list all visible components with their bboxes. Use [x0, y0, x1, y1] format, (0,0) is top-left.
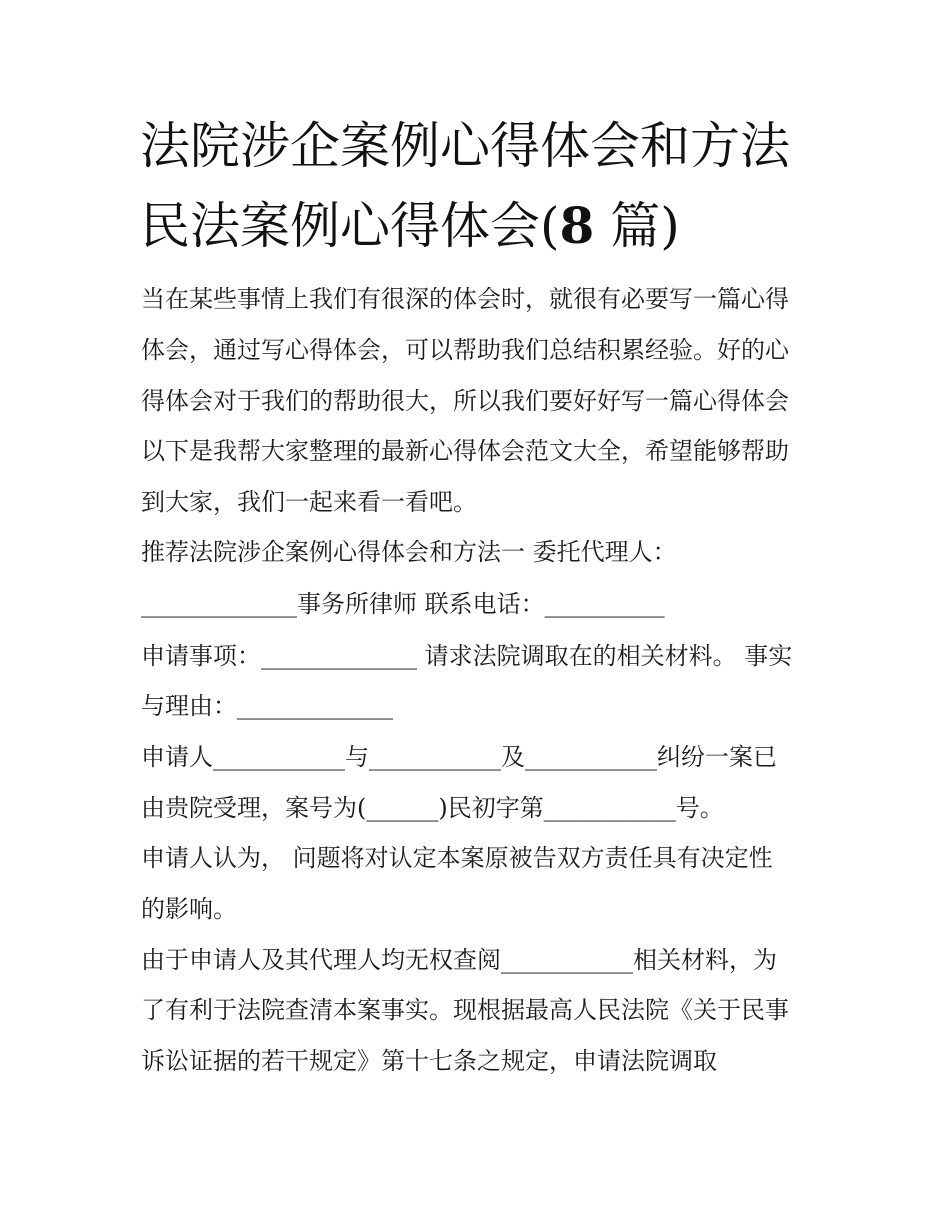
title-suffix: 篇) [594, 197, 680, 255]
title-prefix: 民法案例心得体会( [140, 197, 560, 255]
body-line: 申请人认为， 问题将对认定本案原被告双方责任具有决定性 [141, 844, 773, 872]
body-line: 得体会对于我们的帮助很大，所以我们要好好写一篇心得体会 [141, 387, 789, 415]
body-line: 诉讼证据的若干规定》第十七条之规定，申请法院调取 [141, 1047, 717, 1075]
body-line: 了有利于法院查清本案事实。现根据最高人民法院《关于民事 [141, 996, 789, 1024]
body-line: 到大家，我们一起来看一看吧。 [141, 488, 477, 516]
body-line: 体会，通过写心得体会，可以帮助我们总结积累经验。好的心 [141, 336, 789, 364]
title-article-count: 8 [559, 196, 595, 255]
body-line: 申请人___________与___________及___________纠纷一案已 [141, 743, 777, 771]
body-line: 当在某些事情上我们有很深的体会时，就很有必要写一篇心得 [141, 285, 789, 313]
body-line: 由贵院受理，案号为(______)民初字第___________号。 [141, 794, 724, 822]
body-line: 由于申请人及其代理人均无权查阅___________相关材料，为 [141, 946, 777, 974]
body-line: 的影响。 [141, 895, 237, 923]
body-line: 推荐法院涉企案例心得体会和方法一 委托代理人： [141, 538, 677, 566]
body-line: _____________事务所律师 联系电话：__________ [141, 590, 665, 618]
body-line: 与理由：_____________ [141, 692, 393, 720]
document-title-line-2 [140, 196, 830, 256]
document-title-line-1: 法院涉企案例心得体会和方法 [140, 117, 790, 175]
body-line: 申请事项：_____________ 请求法院调取在的相关材料。 事实 [141, 642, 793, 670]
body-line: 以下是我帮大家整理的最新心得体会范文大全，希望能够帮助 [141, 437, 789, 465]
